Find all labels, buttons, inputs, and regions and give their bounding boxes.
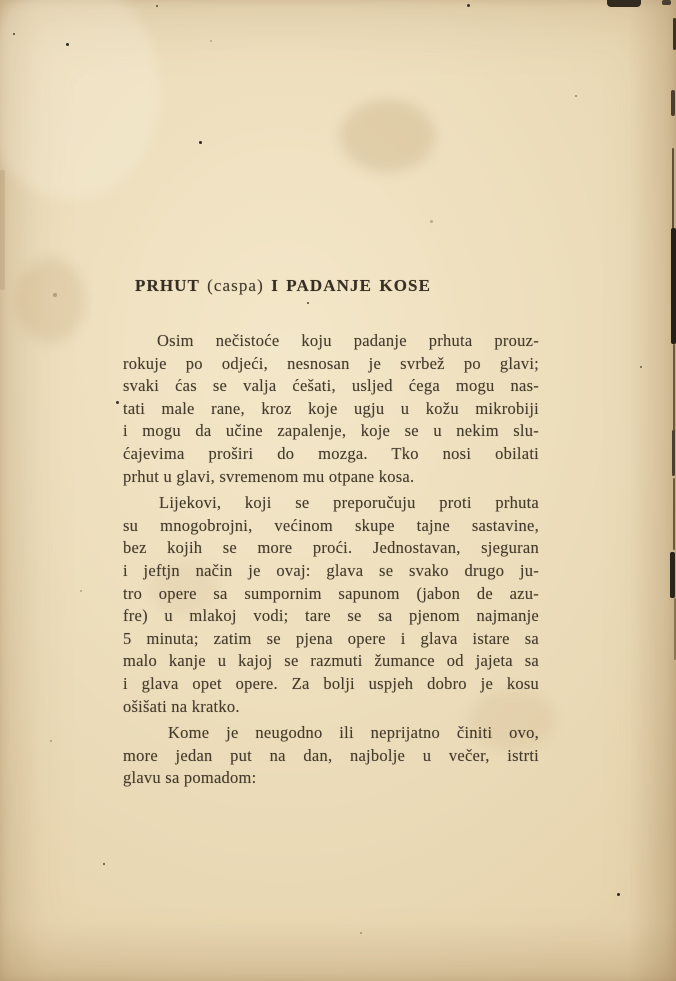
- text-line: rokuje po odjeći, nesnosan je svrbež po glavi;: [123, 353, 539, 373]
- paper-speck: [50, 740, 52, 742]
- page-edge-mark: [671, 228, 676, 344]
- text-line: Osim nečistoće koju padanje prhuta prouz-: [157, 331, 539, 350]
- page-edge-mark: [673, 344, 675, 434]
- paragraph: [123, 330, 539, 488]
- paper-speck: [467, 4, 470, 7]
- page-title: [123, 276, 539, 296]
- text-line: bez kojih se more proći. Jednostavan, sjeguran: [123, 538, 539, 558]
- paper-stain: [16, 258, 86, 343]
- text-line: i jeftjn način je ovaj: glava se svako drugo ju-: [123, 560, 539, 580]
- text-line: malo kanje u kajoj se razmuti žumance od jajeta sa: [123, 651, 539, 671]
- page-edge-mark: [672, 148, 674, 234]
- paper-speck: [617, 893, 620, 896]
- text-line: 5 minuta; zatim se pjena opere i glava istare sa: [123, 628, 539, 648]
- text-line: Kome je neugodno ili neprijatno činiti ovo,: [168, 723, 539, 743]
- text-line: ćajevima proširi do mozga. Tko nosi obilati: [123, 443, 539, 463]
- page-edge-mark: [0, 170, 5, 290]
- text-line: glavu sa pomadom:: [123, 768, 257, 788]
- page-edge-mark: [670, 552, 675, 598]
- paper-speck: [53, 293, 57, 297]
- text-line: tro opere sa sumpornim sapunom (jabon de azu-: [123, 583, 539, 603]
- page-edge-mark: [671, 90, 675, 116]
- text-line: prhut u glavi, svremenom mu otpane kosa.: [123, 466, 415, 486]
- text-line: ošišati na kratko.: [123, 696, 240, 716]
- paper-stain: [0, 0, 160, 200]
- paragraph: [123, 492, 539, 718]
- paper-speck: [116, 401, 119, 404]
- text-line: Lijekovi, koji se preporučuju proti prhuta: [159, 493, 539, 513]
- text-line: tati male rane, kroz koje ugju u kožu mikrobiji: [123, 398, 539, 418]
- paragraph: [123, 722, 539, 790]
- paper-speck: [103, 863, 105, 865]
- paper-speck: [156, 5, 158, 7]
- paper-speck: [210, 40, 212, 42]
- paper-speck: [13, 33, 15, 35]
- page-content: [123, 276, 539, 790]
- body-text: [123, 330, 539, 790]
- text-line: su mnogobrojni, većinom skupe tajne sastavine,: [123, 515, 539, 535]
- paper-speck: [575, 95, 577, 97]
- paper-speck: [430, 220, 433, 223]
- text-line: more jedan put na dan, najbolje u večer, istrti: [123, 745, 539, 765]
- title-word-prhut: PRHUT: [135, 276, 200, 295]
- paper-speck: [80, 590, 82, 592]
- page-edge-mark: [672, 430, 675, 476]
- paper-speck: [66, 43, 69, 46]
- page-edge-mark: [673, 478, 675, 550]
- text-line: svaki ćas se valja ćešati, usljed ćega mogu nas-: [123, 376, 539, 396]
- paper-speck: [199, 141, 202, 144]
- text-line: i glava opet opere. Za bolji uspjeh dobro je kosu: [123, 673, 539, 693]
- title-word-caspa: (caspa): [207, 276, 264, 295]
- title-rest: I PADANJE KOSE: [271, 276, 432, 295]
- page-edge-mark: [662, 0, 671, 5]
- paper-speck: [640, 366, 642, 368]
- text-line: fre) u mlakoj vodi; tare se sa pjenom najmanje: [123, 606, 539, 626]
- text-line: i mogu da učine zapalenje, koje se u nekim slu-: [123, 421, 539, 441]
- paper-stain: [340, 100, 435, 172]
- page-edge-mark: [607, 0, 641, 7]
- paper-speck: [360, 932, 362, 934]
